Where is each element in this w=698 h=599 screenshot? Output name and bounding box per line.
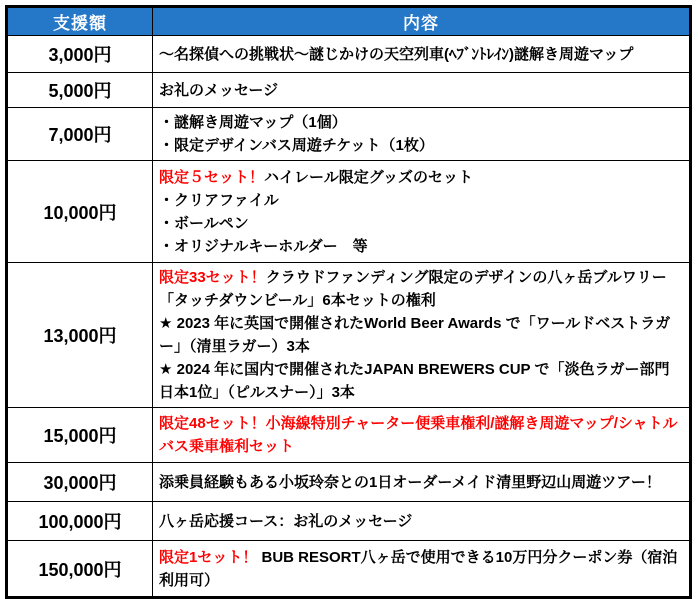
support-amount: 3,000円 — [7, 36, 153, 73]
support-amount: 30,000円 — [7, 463, 153, 502]
description-text: ・オリジナルキーホルダー 等 — [159, 237, 368, 255]
table-row — [7, 502, 691, 541]
description-text: 添乗員経験もある小坂玲奈との1日オーダーメイド清里野辺山周遊ツアー！ — [159, 473, 661, 491]
description-line — [159, 266, 681, 312]
description-line — [159, 312, 681, 358]
description-text: ハイレール限定グッズのセット — [264, 168, 473, 186]
table-row — [7, 463, 691, 502]
support-amount: 15,000円 — [7, 408, 153, 463]
support-amount: 150,000円 — [7, 541, 153, 598]
table-row — [7, 263, 691, 408]
description-text: BUB RESORT八ヶ岳で使用できる10万円分クーポン券（宿泊利用可） — [159, 548, 678, 589]
table-row — [7, 541, 691, 598]
table-row — [7, 108, 691, 161]
reward-description — [153, 463, 691, 502]
description-line — [159, 43, 681, 66]
description-text: ・限定デザインバス周遊チケット（1枚） — [159, 137, 434, 154]
description-line — [159, 471, 681, 494]
description-text: クラウドファンディング限定のデザインの八ヶ岳ブルワリー「タッチダウンビール」6本セットの権利 — [159, 269, 667, 309]
description-text: ★ 2024 年に国内で開催されたJAPAN BREWERS CUP で「淡色ラガー部門日本1位」（ピルスナー）」3本 — [159, 361, 670, 401]
reward-description — [153, 36, 691, 73]
table-row — [7, 73, 691, 108]
description-text: 八ヶ岳応援コース：お礼のメッセージ — [159, 512, 413, 530]
support-amount: 100,000円 — [7, 502, 153, 541]
description-text: ・謎解き周遊マップ（1個） — [159, 114, 347, 131]
description-text: ～名探偵への挑戦状～謎じかけの天空列車(ﾍﾌﾞﾝﾄﾚｲﾝ)謎解き周遊マップ — [159, 45, 634, 63]
description-line — [159, 412, 681, 458]
reward-description — [153, 108, 691, 161]
description-line — [159, 510, 681, 533]
limited-badge-text: 限定33セット！ — [159, 269, 266, 286]
col-header-content: 内容 — [153, 7, 691, 36]
col-header-amount: 支援額 — [7, 7, 153, 36]
reward-description — [153, 73, 691, 108]
support-amount: 13,000円 — [7, 263, 153, 408]
table-row — [7, 36, 691, 73]
limited-badge-text: 限定48セット！小海線特別チャーター便乗車権利/謎解き周遊マップ/シャトルバス乗車権利セット — [159, 415, 678, 455]
limited-badge-text: 限定1セット！ — [159, 548, 258, 566]
table-row — [7, 161, 691, 263]
limited-badge-text: 限定５セット！ — [159, 168, 265, 186]
description-line — [159, 546, 681, 592]
support-tiers-table — [5, 5, 692, 599]
description-line — [159, 358, 681, 404]
description-text: お礼のメッセージ — [159, 81, 279, 99]
reward-description — [153, 161, 691, 263]
table-row — [7, 408, 691, 463]
header-row — [7, 7, 691, 36]
reward-description — [153, 263, 691, 408]
description-text: ・クリアファイル — [159, 191, 279, 209]
reward-description — [153, 502, 691, 541]
description-text: ★ 2023 年に英国で開催されたWorld Beer Awards で「ワールドベストラガー」（清里ラガー）3本 — [159, 315, 671, 355]
reward-description — [153, 541, 691, 598]
support-amount: 7,000円 — [7, 108, 153, 161]
description-line — [159, 111, 681, 134]
description-line — [159, 212, 681, 235]
description-line — [159, 235, 681, 258]
reward-description — [153, 408, 691, 463]
description-text: ・ボールペン — [159, 214, 249, 232]
description-line — [159, 79, 681, 102]
description-line — [159, 134, 681, 157]
description-line — [159, 189, 681, 212]
description-line — [159, 166, 681, 189]
support-amount: 5,000円 — [7, 73, 153, 108]
support-amount: 10,000円 — [7, 161, 153, 263]
